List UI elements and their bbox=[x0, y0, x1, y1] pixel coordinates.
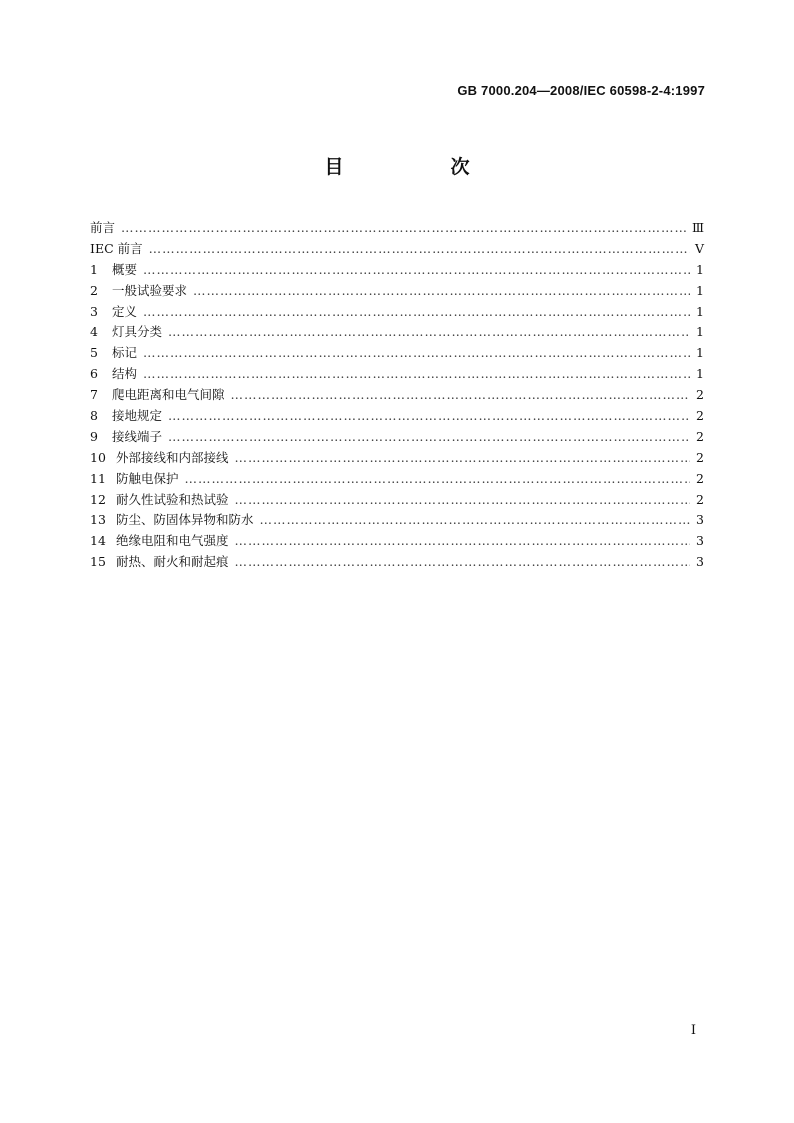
toc-entry-label: 防尘、防固体异物和防水 bbox=[116, 512, 254, 528]
toc-entry-page: 1 bbox=[696, 366, 704, 382]
toc-entry-label: 绝缘电阻和电气强度 bbox=[116, 533, 229, 549]
toc-leader bbox=[149, 239, 690, 260]
toc-entry-2[interactable] bbox=[90, 281, 704, 302]
toc-entry-number: 15 bbox=[90, 554, 106, 570]
toc-entry-number: 14 bbox=[90, 533, 106, 549]
toc-leader bbox=[168, 322, 690, 343]
toc-entry-page: 3 bbox=[696, 512, 704, 528]
toc-entry-12[interactable] bbox=[90, 490, 704, 511]
toc-leader bbox=[143, 364, 690, 385]
toc-entry-6[interactable] bbox=[90, 364, 704, 385]
toc-entry-label: 结构 bbox=[112, 366, 138, 382]
toc-entry-label: 接地规定 bbox=[112, 408, 163, 424]
toc-entry-1[interactable] bbox=[90, 260, 704, 281]
toc-entry-label: IEC 前言 bbox=[90, 240, 143, 256]
toc-entry-15[interactable] bbox=[90, 552, 704, 573]
toc-entry-number: 12 bbox=[90, 491, 106, 507]
toc-entry-label: 标记 bbox=[112, 345, 138, 361]
toc-entry-page: 1 bbox=[696, 282, 704, 298]
toc-leader bbox=[235, 490, 690, 511]
toc-entry-7[interactable] bbox=[90, 385, 704, 406]
toc-entry-number: 3 bbox=[90, 303, 98, 319]
toc-entry-number: 4 bbox=[90, 324, 98, 340]
toc-entry-label: 一般试验要求 bbox=[112, 282, 188, 298]
toc-entry-page: 2 bbox=[696, 470, 704, 486]
toc-leader bbox=[121, 218, 688, 239]
toc-entry-page: 3 bbox=[696, 554, 704, 570]
toc-entry-page: 1 bbox=[696, 324, 704, 340]
toc-entry-page: Ⅴ bbox=[694, 240, 704, 256]
toc-entry-page: 2 bbox=[696, 491, 704, 507]
toc-entry-4[interactable] bbox=[90, 322, 704, 343]
toc-entry-page: 3 bbox=[696, 533, 704, 549]
toc-entry-page: 2 bbox=[696, 428, 704, 444]
toc-entry-5[interactable] bbox=[90, 343, 704, 364]
toc-leader bbox=[168, 427, 690, 448]
toc-entry-11[interactable] bbox=[90, 469, 704, 490]
toc-entry-number: 11 bbox=[90, 470, 106, 486]
toc-entry-page: 2 bbox=[696, 449, 704, 465]
toc-leader bbox=[231, 385, 690, 406]
page-title: 目 次 bbox=[324, 156, 514, 178]
toc-leader bbox=[185, 469, 690, 490]
toc-entry-label: 接线端子 bbox=[112, 428, 163, 444]
toc-entry-number: 9 bbox=[90, 428, 98, 444]
toc-entry-number: 1 bbox=[90, 261, 98, 277]
toc-leader bbox=[143, 302, 690, 323]
toc-entry-label: 爬电距离和电气间隙 bbox=[112, 387, 225, 403]
document-code: GB 7000.204—2008/IEC 60598-2-4:1997 bbox=[457, 83, 705, 98]
toc-entry-number: 10 bbox=[90, 449, 106, 465]
toc-entry-label: 定义 bbox=[112, 303, 138, 319]
toc-entry-page: 1 bbox=[696, 261, 704, 277]
toc-leader bbox=[235, 448, 690, 469]
toc-entry-page: 1 bbox=[696, 345, 704, 361]
toc-entry-8[interactable] bbox=[90, 406, 704, 427]
toc-leader bbox=[168, 406, 690, 427]
toc-entry-14[interactable] bbox=[90, 531, 704, 552]
toc-leader bbox=[143, 343, 690, 364]
toc-leader bbox=[260, 510, 690, 531]
toc-leader bbox=[193, 281, 690, 302]
toc-entry-page: 2 bbox=[696, 387, 704, 403]
toc-entry-3[interactable] bbox=[90, 302, 704, 323]
toc-entry-number: 13 bbox=[90, 512, 106, 528]
toc-entry-label: 灯具分类 bbox=[112, 324, 163, 340]
toc-entry-page: 2 bbox=[696, 408, 704, 424]
toc-entry-number: 7 bbox=[90, 387, 98, 403]
table-of-contents bbox=[90, 218, 704, 573]
toc-entry-page: Ⅲ bbox=[691, 220, 704, 235]
toc-entry-label: 概要 bbox=[112, 261, 138, 277]
toc-entry-label: 耐久性试验和热试验 bbox=[116, 491, 229, 507]
toc-entry-10[interactable] bbox=[90, 448, 704, 469]
toc-entry-page: 1 bbox=[696, 303, 704, 319]
toc-entry-number: 5 bbox=[90, 345, 98, 361]
toc-entry-number: 2 bbox=[90, 282, 98, 298]
toc-leader bbox=[235, 531, 690, 552]
toc-entry-label: 前言 bbox=[90, 220, 116, 235]
toc-entry-9[interactable] bbox=[90, 427, 704, 448]
toc-entry-label: 耐热、耐火和耐起痕 bbox=[116, 554, 229, 570]
toc-entry-number: 6 bbox=[90, 366, 98, 382]
toc-leader bbox=[235, 552, 690, 573]
page-folio: Ⅰ bbox=[690, 1023, 696, 1038]
toc-entry-label: 防触电保护 bbox=[116, 470, 179, 486]
toc-entry-number: 8 bbox=[90, 408, 98, 424]
toc-entry-label: 外部接线和内部接线 bbox=[116, 449, 229, 465]
toc-entry-preface[interactable] bbox=[90, 218, 704, 239]
toc-entry-iec-preface[interactable] bbox=[90, 239, 704, 260]
toc-leader bbox=[143, 260, 690, 281]
toc-entry-13[interactable] bbox=[90, 510, 704, 531]
